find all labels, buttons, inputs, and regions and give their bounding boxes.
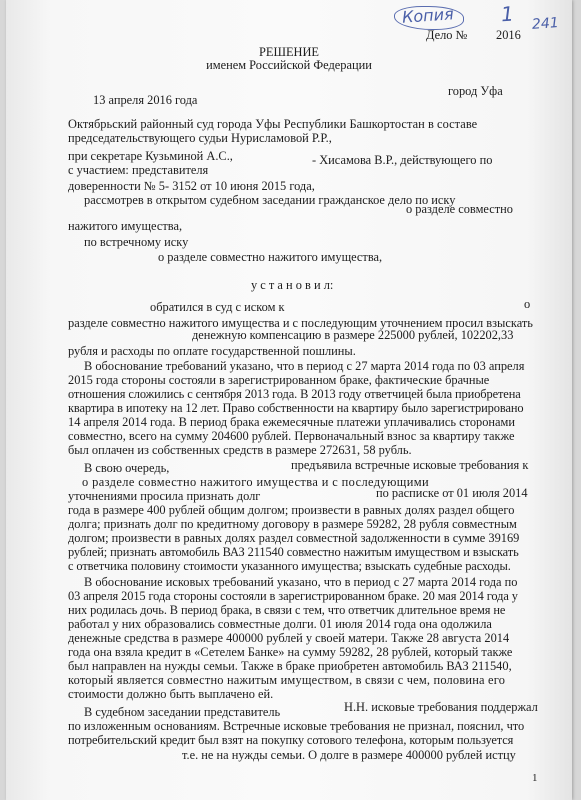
text-line: стоимости должно быть выплачено ей.: [68, 687, 274, 701]
text-line: по расписке от 01 июля 2014: [376, 486, 528, 500]
text-line: рубля и расходы по оплате государственной пошлины.: [68, 344, 356, 358]
text-line: доверенности № 5- 3152 от 10 июня 2015 года,: [68, 179, 315, 193]
text-line: предъявила встречные исковые требования к: [291, 458, 529, 472]
text-line: обратился в суд с иском к: [150, 300, 285, 314]
text-line: председательствующего судьи Нурисламовой Р.Р.,: [68, 131, 332, 145]
document-subtitle: именем Российской Федерации: [206, 58, 372, 72]
handwritten-copy-note: Копия: [401, 4, 455, 27]
text-line: при секретаре Кузьминой А.С.,: [68, 149, 233, 163]
text-line: года в размере 400 рублей общим долгом; произвести в равных долях раздел общего: [68, 503, 515, 517]
text-line: - Хисамова В.Р., действующего по: [312, 153, 493, 167]
text-line: рублей; признать автомобиль ВАЗ 211540 совместно нажитым имуществом и взыскать: [68, 545, 519, 559]
text-line: года она взяла кредит в «Сетелем Банке» на сумму 59282, 28 рублей, который также: [68, 645, 513, 659]
text-line: о разделе совместно нажитого имущества и с последующими: [82, 475, 429, 489]
text-line: с ответчика половину стоимости указанного имущества; взыскать судебные расходы.: [68, 559, 511, 573]
text-line: совместно, всего на сумму 204600 рублей. Первоначальный взнос за квартиру также: [68, 429, 515, 443]
text-line: них родилась дочь. В период брака, в связи с тем, что ответчик длительное время не: [68, 603, 506, 617]
text-line: разделе совместно нажитого имущества и с последующим уточнением просил взыскать: [68, 316, 533, 330]
text-line: денежные средства в размере 400000 рублей у своей матери. Также 28 августа 2014: [68, 631, 510, 645]
text-line: 03 апреля 2015 года стороны состояли в зарегистрированном браке. 20 мая 2014 года у: [68, 589, 518, 603]
text-line: квартира в ипотеку на 12 лет. Право собственности на квартиру было зарегистрировано: [68, 401, 524, 415]
text-line: В обоснование исковых требований указано, что в период с 27 марта 2014 года по: [84, 575, 518, 589]
text-line: уточнениями просила признать долг: [68, 489, 261, 503]
text-line: Октябрьский районный суд города Уфы Республики Башкортостан в составе: [68, 117, 478, 131]
case-number-prefix: Дело №: [426, 28, 468, 42]
text-line: Н.Н. исковые требования поддержал: [344, 700, 538, 714]
text-line: денежную компенсацию в размере 225000 рублей, 102202,33: [192, 328, 514, 342]
text-line: т.е. не на нужды семьи. О долге в размере 400000 рублей истцу: [182, 748, 516, 762]
text-line: был направлен на нужды семьи. Также в браке приобретен автомобиль ВАЗ 211540,: [68, 659, 512, 673]
text-line: В обоснование требований указано, что в период с 27 марта 2014 года по 03 апреля: [84, 359, 525, 373]
case-number-year: 2016: [496, 28, 521, 42]
document-title: РЕШЕНИЕ: [259, 45, 319, 59]
page-number: 1: [532, 772, 538, 784]
text-line: работал у них образовались совместные долги. 01 июля 2014 года она одолжила: [68, 617, 492, 631]
text-line: который является совместно нажитым имуществом, в связи с чем, половина его: [68, 673, 506, 687]
document-page: [6, 0, 572, 800]
text-line: отношения сложились с сентября 2013 года. В 2013 году ответчицей была приобретена: [68, 387, 521, 401]
text-line: по изложенным основаниям. Встречные исковые требования не признал, пояснил, что: [68, 719, 525, 733]
text-line: В судебном заседании представитель: [84, 705, 281, 719]
text-line: о разделе совместно нажитого имущества,: [158, 250, 383, 264]
text-line: о: [524, 297, 531, 311]
text-line: с участием: представителя: [68, 163, 209, 177]
text-line: потребительский кредит был взят на покупку сотового телефона, которым пользуется: [68, 733, 514, 747]
decision-city: город Уфа: [448, 84, 503, 98]
text-line: по встречному иску: [84, 235, 189, 249]
handwritten-number: 1: [500, 1, 515, 27]
decision-date: 13 апреля 2016 года: [93, 93, 198, 107]
text-line: 2015 года стороны состояли в зарегистрированном браке, фактические брачные: [68, 373, 490, 387]
text-line: о разделе совместно: [406, 202, 513, 216]
text-line: рассмотрев в открытом судебном заседании гражданское дело по иску: [84, 193, 456, 207]
text-line: долга; признать долг по кредитному договору в размере 59282, 28 рубля совместным: [68, 517, 517, 531]
text-line: долгом; произвести в равных долях раздел совместной задолженности в сумме 39169: [68, 531, 520, 545]
text-line: В свою очередь,: [84, 461, 170, 475]
text-line: 14 апреля 2014 года. В период брака ежемесячные платежи уплачивались сторонами: [68, 415, 516, 429]
text-line: нажитого имущества,: [68, 219, 183, 233]
text-line: был оплачен из собственных средств в размере 272631, 58 рубль.: [68, 443, 412, 457]
handwritten-page-ref: 241: [531, 15, 560, 33]
section-heading: у с т а н о в и л:: [251, 278, 334, 292]
